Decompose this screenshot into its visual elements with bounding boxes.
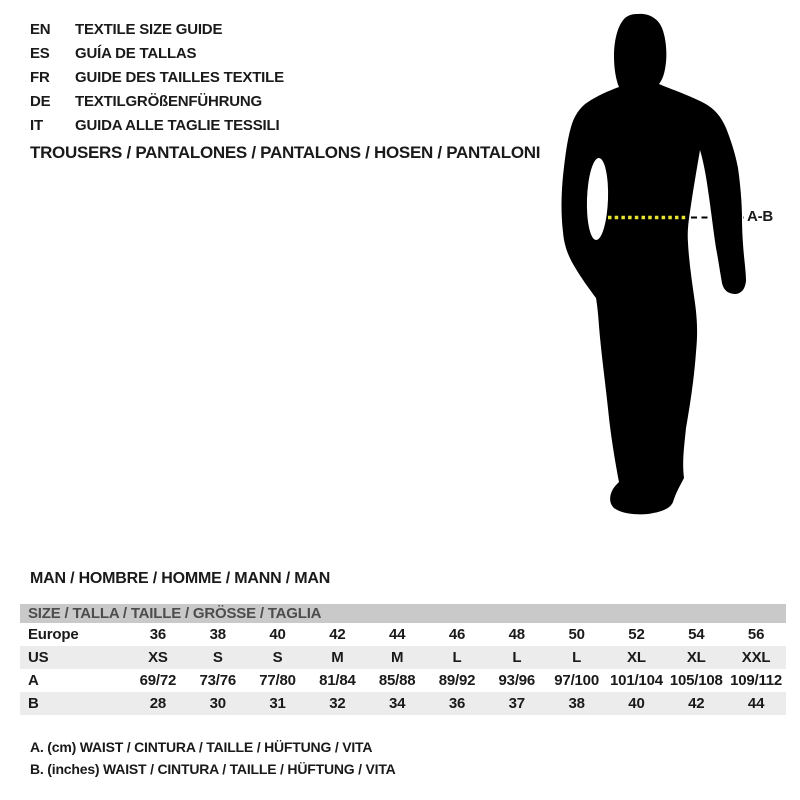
row-label: Europe [28, 626, 79, 643]
language-code: FR [30, 69, 50, 86]
section-title-man: MAN / HOMBRE / HOMME / MANN / MAN [30, 570, 331, 587]
footnote-b: B. (inches) WAIST / CINTURA / TAILLE / HÜFTUNG / VITA [30, 761, 396, 777]
table-cell: 38 [209, 626, 226, 643]
table-cell: S [212, 649, 223, 666]
table-cell: 77/80 [259, 672, 296, 689]
table-cell: 46 [448, 626, 466, 643]
table-cell: 54 [688, 626, 705, 643]
table-cell: 97/100 [554, 672, 599, 689]
table-cell: 48 [508, 626, 525, 643]
man-silhouette [562, 14, 747, 514]
table-cell: 69/72 [139, 672, 177, 689]
table-row-us [20, 646, 786, 669]
language-label: TEXTILGRÖßENFÜHRUNG [75, 93, 263, 110]
table-cell: 73/76 [199, 672, 236, 689]
language-code: EN [30, 21, 51, 38]
table-cell: 44 [389, 626, 406, 643]
measure-label-ab: A-B [747, 208, 774, 225]
table-cell: 109/112 [730, 672, 783, 689]
table-cell: S [272, 649, 283, 666]
table-cell: 40 [628, 695, 645, 712]
language-code: IT [30, 117, 43, 134]
table-cell: L [572, 649, 582, 666]
table-cell: 50 [568, 626, 585, 643]
table-cell: M [391, 649, 404, 666]
table-cell: 37 [508, 695, 525, 712]
row-label: B [28, 695, 39, 712]
table-cell: 56 [747, 626, 765, 643]
table-cell: 31 [269, 695, 286, 712]
table-cell: 40 [269, 626, 286, 643]
table-cell: L [512, 649, 522, 666]
language-code: DE [30, 93, 51, 110]
table-cell: 93/96 [498, 672, 536, 689]
table-cell: 101/104 [610, 672, 663, 689]
row-label: A [28, 672, 39, 689]
table-cell: XS [148, 649, 168, 666]
size-table [20, 604, 786, 715]
table-cell: 38 [568, 695, 585, 712]
table-cell: 28 [149, 695, 167, 712]
table-cell: M [331, 649, 344, 666]
language-label: TEXTILE SIZE GUIDE [75, 21, 223, 38]
footnote-a: A. (cm) WAIST / CINTURA / TAILLE / HÜFTUNG / VITA [30, 739, 373, 755]
table-cell: 42 [688, 695, 705, 712]
table-cell: 85/88 [378, 672, 416, 689]
table-cell: 32 [329, 695, 346, 712]
table-cell: 44 [747, 695, 765, 712]
table-cell: 34 [389, 695, 406, 712]
garment-title: TROUSERS / PANTALONES / PANTALONS / HOSEN / PANTALONI [30, 143, 541, 162]
table-cell: 30 [209, 695, 226, 712]
table-cell: 36 [448, 695, 466, 712]
language-label: GUIDA ALLE TAGLIE TESSILI [75, 117, 280, 134]
row-label: US [28, 649, 49, 666]
table-cell: 42 [329, 626, 346, 643]
table-cell: 81/84 [319, 672, 356, 689]
table-cell: XL [627, 649, 646, 666]
language-code: ES [30, 45, 50, 62]
size-table-header: SIZE / TALLA / TAILLE / GRÖSSE / TAGLIA [20, 604, 786, 623]
table-row-a-cm [20, 669, 786, 692]
table-cell: L [452, 649, 462, 666]
table-row-b-inches [20, 692, 786, 715]
table-row-europe [20, 623, 786, 646]
table-cell: XXL [741, 649, 771, 666]
footnotes [30, 736, 396, 780]
language-label: GUÍA DE TALLAS [75, 45, 197, 62]
table-cell: 36 [149, 626, 167, 643]
table-cell: 105/108 [669, 672, 723, 689]
table-cell: XL [686, 649, 706, 666]
table-cell: 89/92 [438, 672, 476, 689]
table-cell: 52 [628, 626, 645, 643]
language-label: GUIDE DES TAILLES TEXTILE [75, 69, 284, 86]
